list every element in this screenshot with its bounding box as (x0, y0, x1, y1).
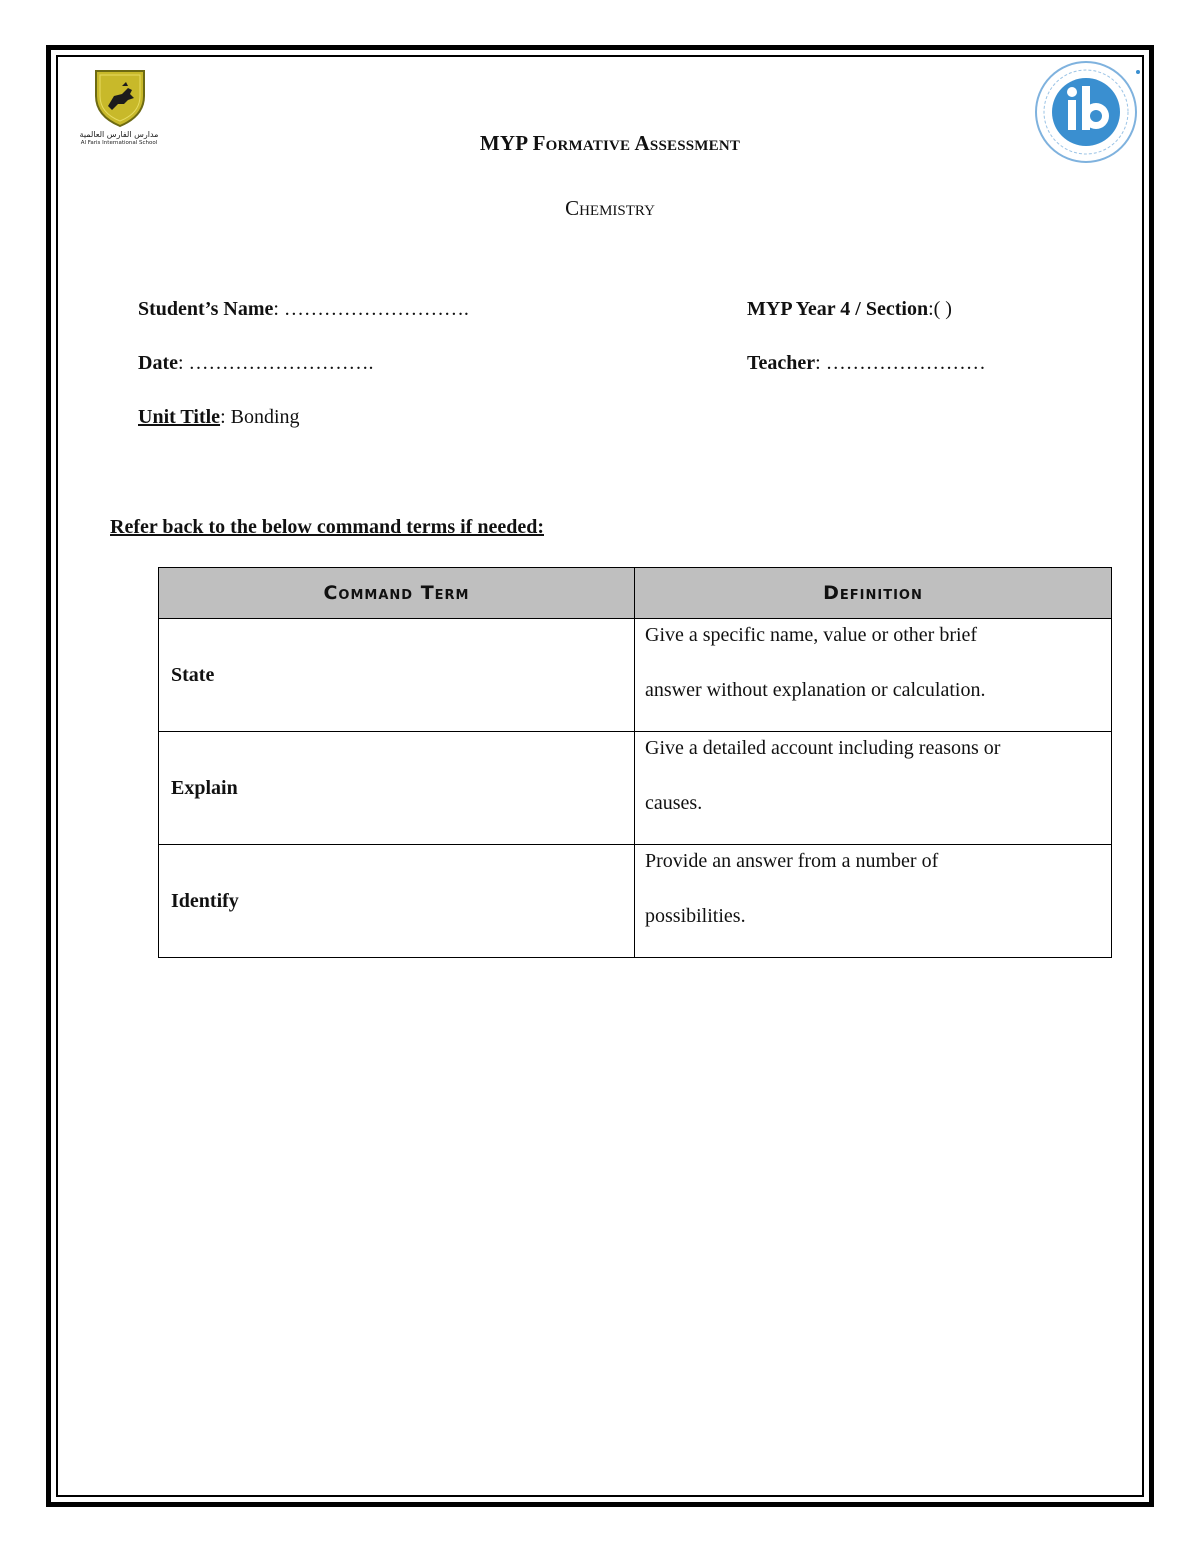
school-logo-caption-english: Al Faris International School (80, 140, 158, 146)
unit-title-value: : Bonding (220, 406, 300, 428)
year-section-blank: :( ) (928, 298, 952, 320)
table-row (159, 732, 1112, 845)
command-term-cell: State (159, 619, 635, 732)
table-row (159, 619, 1112, 732)
teacher-label: Teacher (747, 352, 816, 374)
school-logo-caption-arabic: مدارس الفارس العالمية (79, 130, 159, 139)
definition-cell (635, 732, 1112, 845)
teacher-blank: : …………………… (815, 352, 986, 374)
table-row (159, 845, 1112, 958)
definition-line: Give a specific name, value or other brief (645, 624, 978, 646)
teacher-field (747, 352, 986, 375)
document-title: MYP Formative Assessment (479, 131, 741, 155)
column-header-definition: Definition (635, 568, 1112, 619)
date-field (138, 352, 374, 375)
year-section-label: MYP Year 4 / Section (747, 298, 929, 320)
unit-title-label: Unit Title (138, 406, 221, 428)
command-term-cell: Identify (159, 845, 635, 958)
date-blank: : ………………………. (177, 352, 374, 374)
student-name-blank: : ………………………. (273, 298, 469, 320)
definition-cell (635, 619, 1112, 732)
table-header-row (159, 568, 1112, 619)
subject-title: Chemistry (565, 196, 655, 220)
column-header-command-term: Command Term (159, 568, 635, 619)
definition-line: Give a detailed account including reasons or (645, 737, 1001, 759)
command-terms-table (158, 567, 1112, 958)
student-name-field (138, 298, 469, 321)
instructions-heading: Refer back to the below command terms if needed: (110, 516, 544, 538)
definition-cell (635, 845, 1112, 958)
definition-line: answer without explanation or calculation. (645, 679, 986, 701)
date-label: Date (138, 352, 178, 374)
student-name-label: Student’s Name (138, 298, 274, 320)
definition-line: possibilities. (645, 905, 746, 927)
unit-title-field (138, 406, 300, 429)
shield-horse-icon (66, 68, 176, 130)
year-section-field (747, 298, 952, 321)
definition-line: causes. (645, 792, 703, 814)
command-term-cell: Explain (159, 732, 635, 845)
definition-line: Provide an answer from a number of (645, 850, 939, 872)
